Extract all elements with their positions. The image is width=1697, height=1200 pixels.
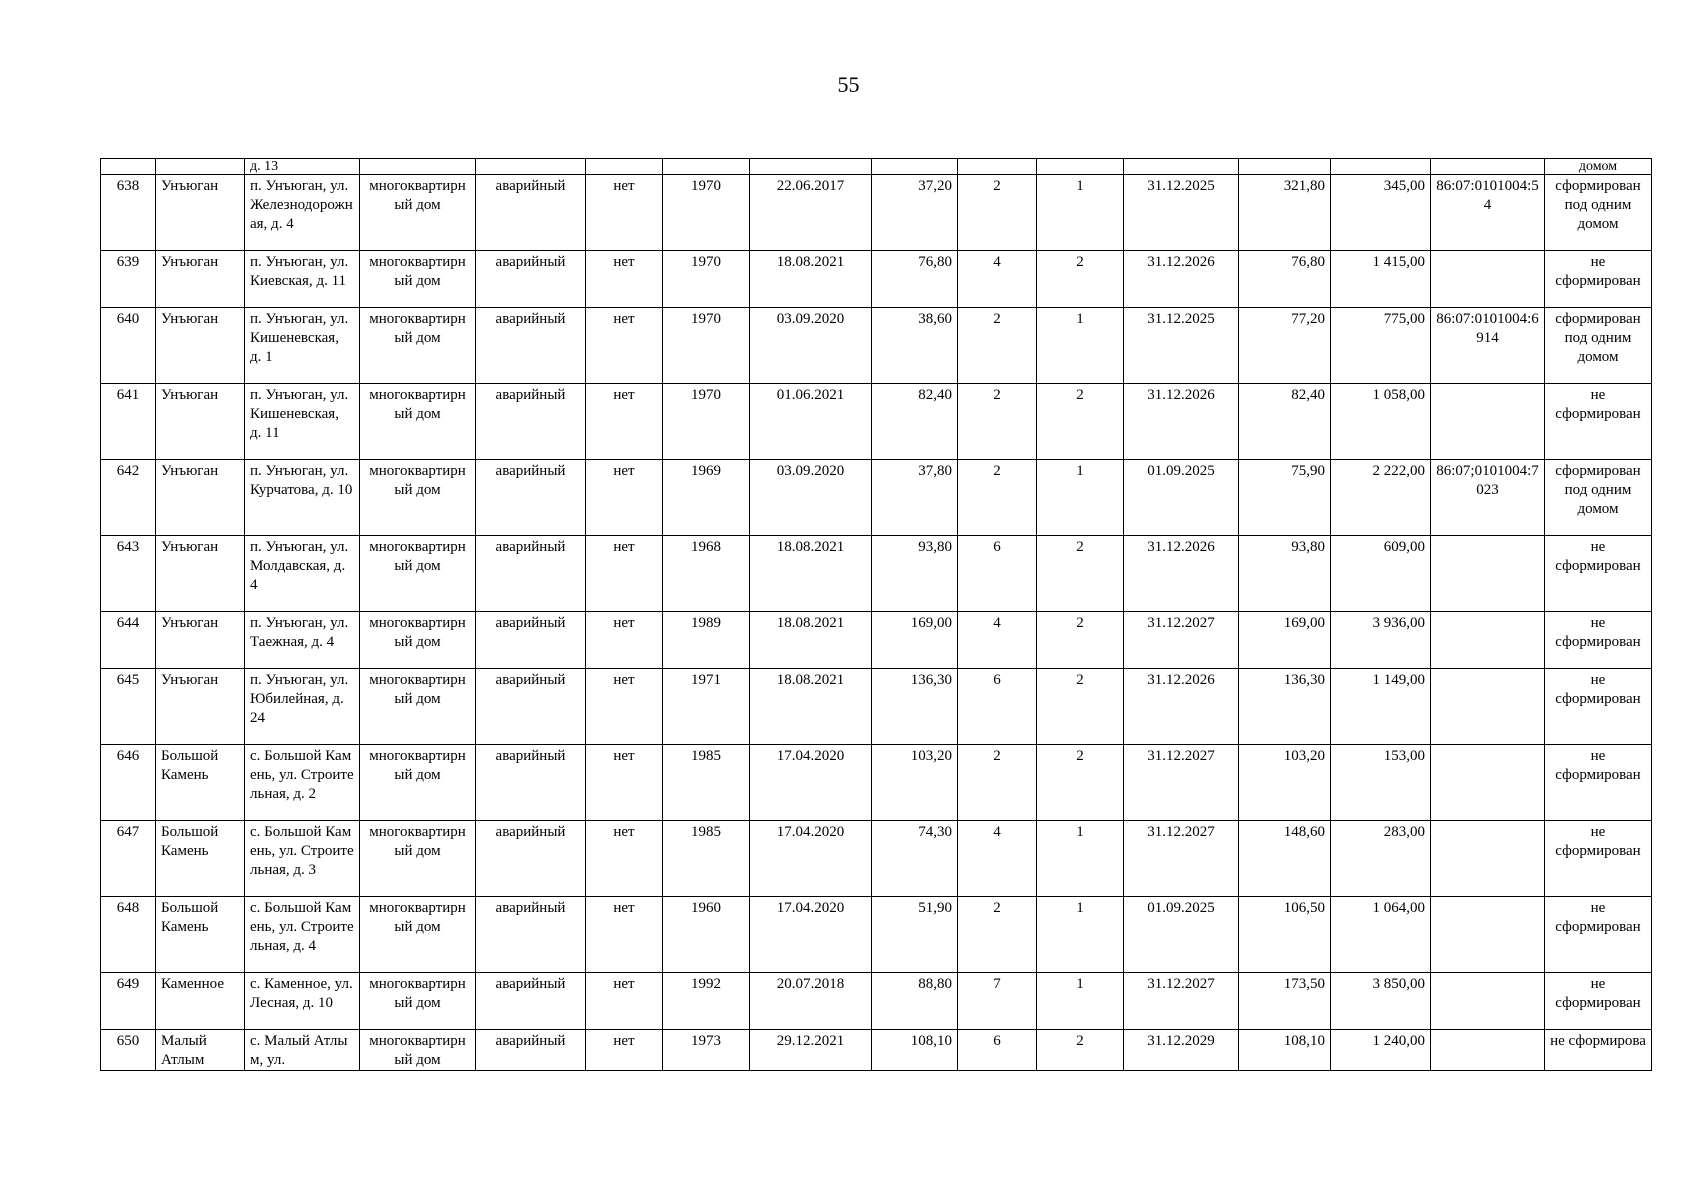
table-row [101, 308, 1652, 384]
flag-cell: нет [586, 251, 663, 308]
area-cell: 108,10 [872, 1030, 958, 1071]
address-cell: с. Каменное, ул. Лесная, д. 10 [245, 973, 360, 1030]
units-cell: 1 [1037, 175, 1124, 251]
table-row [101, 1030, 1652, 1071]
building-type-cell: многоквартирный дом [360, 821, 476, 897]
settlement-cell: Унъюган [156, 460, 245, 536]
decision-date-cell: 29.12.2021 [750, 1030, 872, 1071]
cadastral-number-cell [1431, 1030, 1545, 1071]
condition-cell: аварийный [476, 745, 586, 821]
build-year-cell: 1973 [663, 1030, 750, 1071]
building-type-cell: многоквартирный дом [360, 973, 476, 1030]
row-number-cell: 646 [101, 745, 156, 821]
area-cell: 74,30 [872, 821, 958, 897]
build-year-cell: 1985 [663, 745, 750, 821]
cadastral-number-cell [1431, 745, 1545, 821]
address-cell: п. Унъюган, ул. Курчатова, д. 10 [245, 460, 360, 536]
total-area-cell: 93,80 [1239, 536, 1331, 612]
build-year-cell: 1969 [663, 460, 750, 536]
units-cell: 1 [1037, 460, 1124, 536]
area-cell: 136,30 [872, 669, 958, 745]
decision-date-cell: 03.09.2020 [750, 460, 872, 536]
cadastral-number-cell [1431, 612, 1545, 669]
deadline-cell: 31.12.2026 [1124, 669, 1239, 745]
cadastral-number-cell: 86:07;0101004:7023 [1431, 460, 1545, 536]
units-cell: 2 [1037, 745, 1124, 821]
flag-cell: нет [586, 669, 663, 745]
deadline-cell: 31.12.2026 [1124, 536, 1239, 612]
settlement-cell: Унъюган [156, 308, 245, 384]
build-year-cell: 1970 [663, 308, 750, 384]
address-cell: д. 13 [245, 159, 360, 175]
land-status-cell: не сформирован [1545, 821, 1652, 897]
building-type-cell: многоквартирный дом [360, 251, 476, 308]
flag-cell: нет [586, 612, 663, 669]
cadastral-number-cell [1431, 536, 1545, 612]
area-cell: 51,90 [872, 897, 958, 973]
page-number: 55 [837, 72, 860, 97]
units-cell: 2 [1037, 251, 1124, 308]
land-status-cell: не сформирован [1545, 536, 1652, 612]
build-year-cell: 1985 [663, 821, 750, 897]
land-status-cell: не сформирован [1545, 384, 1652, 460]
table-row [101, 897, 1652, 973]
decision-date-cell: 17.04.2020 [750, 897, 872, 973]
condition-cell: аварийный [476, 612, 586, 669]
row-number-cell: 643 [101, 536, 156, 612]
housing-register-table [100, 158, 1652, 1071]
row-number-cell: 638 [101, 175, 156, 251]
total-area-cell: 169,00 [1239, 612, 1331, 669]
condition-cell: аварийный [476, 973, 586, 1030]
condition-cell: аварийный [476, 460, 586, 536]
condition-cell: аварийный [476, 175, 586, 251]
flag-cell: нет [586, 821, 663, 897]
table-row-continuation [101, 159, 1652, 175]
deadline-cell: 31.12.2027 [1124, 973, 1239, 1030]
land-status-cell: не сформирован [1545, 612, 1652, 669]
decision-date-cell: 22.06.2017 [750, 175, 872, 251]
land-status-cell: сформирован под одним домом [1545, 308, 1652, 384]
deadline-cell: 01.09.2025 [1124, 460, 1239, 536]
row-number-cell: 642 [101, 460, 156, 536]
build-year-cell: 1970 [663, 384, 750, 460]
land-area-cell: 775,00 [1331, 308, 1431, 384]
residents-cell: 4 [958, 251, 1037, 308]
residents-cell: 6 [958, 536, 1037, 612]
units-cell: 1 [1037, 973, 1124, 1030]
deadline-cell: 31.12.2027 [1124, 612, 1239, 669]
row-number-cell: 645 [101, 669, 156, 745]
land-area-cell: 345,00 [1331, 175, 1431, 251]
decision-date-cell: 18.08.2021 [750, 536, 872, 612]
cadastral-number-cell [1431, 973, 1545, 1030]
address-cell: с. Большой Камень, ул. Строительная, д. 2 [245, 745, 360, 821]
residents-cell: 2 [958, 308, 1037, 384]
row-number-cell: 640 [101, 308, 156, 384]
land-status-cell: не сформирован [1545, 669, 1652, 745]
units-cell: 2 [1037, 612, 1124, 669]
residents-cell: 2 [958, 384, 1037, 460]
total-area-cell: 75,90 [1239, 460, 1331, 536]
address-cell: с. Большой Камень, ул. Строительная, д. 4 [245, 897, 360, 973]
area-cell: 38,60 [872, 308, 958, 384]
row-number-cell: 644 [101, 612, 156, 669]
address-cell: п. Унъюган, ул. Кишеневская, д. 11 [245, 384, 360, 460]
build-year-cell: 1992 [663, 973, 750, 1030]
area-cell: 37,20 [872, 175, 958, 251]
row-number-cell: 647 [101, 821, 156, 897]
flag-cell: нет [586, 745, 663, 821]
decision-date-cell: 03.09.2020 [750, 308, 872, 384]
row-number-cell: 641 [101, 384, 156, 460]
land-area-cell: 1 058,00 [1331, 384, 1431, 460]
land-area-cell: 1 149,00 [1331, 669, 1431, 745]
cadastral-number-cell: 86:07:0101004:6914 [1431, 308, 1545, 384]
cadastral-number-cell [1431, 251, 1545, 308]
building-type-cell: многоквартирный дом [360, 384, 476, 460]
table-row [101, 536, 1652, 612]
deadline-cell: 31.12.2027 [1124, 745, 1239, 821]
area-cell: 103,20 [872, 745, 958, 821]
total-area-cell: 108,10 [1239, 1030, 1331, 1071]
land-status-cell: не сформирован [1545, 745, 1652, 821]
settlement-cell: Унъюган [156, 175, 245, 251]
land-status-cell: не сформирован [1545, 251, 1652, 308]
decision-date-cell: 17.04.2020 [750, 821, 872, 897]
residents-cell: 4 [958, 612, 1037, 669]
deadline-cell: 31.12.2026 [1124, 384, 1239, 460]
land-area-cell: 1 415,00 [1331, 251, 1431, 308]
flag-cell: нет [586, 1030, 663, 1071]
land-area-cell: 2 222,00 [1331, 460, 1431, 536]
deadline-cell: 31.12.2025 [1124, 175, 1239, 251]
condition-cell: аварийный [476, 669, 586, 745]
decision-date-cell: 18.08.2021 [750, 669, 872, 745]
address-cell: с. Большой Камень, ул. Строительная, д. 3 [245, 821, 360, 897]
address-cell: с. Малый Атлым, ул. [245, 1030, 360, 1071]
building-type-cell: многоквартирный дом [360, 1030, 476, 1071]
total-area-cell: 148,60 [1239, 821, 1331, 897]
flag-cell: нет [586, 897, 663, 973]
settlement-cell: Унъюган [156, 251, 245, 308]
deadline-cell: 31.12.2027 [1124, 821, 1239, 897]
condition-cell: аварийный [476, 384, 586, 460]
land-status-cell: не сформирован [1545, 897, 1652, 973]
build-year-cell: 1960 [663, 897, 750, 973]
total-area-cell: 173,50 [1239, 973, 1331, 1030]
total-area-cell: 82,40 [1239, 384, 1331, 460]
settlement-cell: Унъюган [156, 384, 245, 460]
units-cell: 2 [1037, 1030, 1124, 1071]
units-cell: 1 [1037, 308, 1124, 384]
area-cell: 76,80 [872, 251, 958, 308]
deadline-cell: 01.09.2025 [1124, 897, 1239, 973]
build-year-cell: 1970 [663, 251, 750, 308]
condition-cell: аварийный [476, 251, 586, 308]
build-year-cell: 1971 [663, 669, 750, 745]
settlement-cell: Большой Камень [156, 745, 245, 821]
build-year-cell: 1989 [663, 612, 750, 669]
condition-cell: аварийный [476, 1030, 586, 1071]
cadastral-number-cell [1431, 384, 1545, 460]
build-year-cell: 1970 [663, 175, 750, 251]
table-row [101, 384, 1652, 460]
land-status-cell: сформирован под одним домом [1545, 175, 1652, 251]
row-number-cell: 650 [101, 1030, 156, 1071]
residents-cell: 6 [958, 1030, 1037, 1071]
building-type-cell: многоквартирный дом [360, 175, 476, 251]
area-cell: 93,80 [872, 536, 958, 612]
decision-date-cell: 17.04.2020 [750, 745, 872, 821]
area-cell: 82,40 [872, 384, 958, 460]
settlement-cell: Унъюган [156, 536, 245, 612]
deadline-cell: 31.12.2026 [1124, 251, 1239, 308]
address-cell: п. Унъюган, ул. Молдавская, д. 4 [245, 536, 360, 612]
building-type-cell: многоквартирный дом [360, 308, 476, 384]
land-area-cell: 153,00 [1331, 745, 1431, 821]
land-area-cell: 3 936,00 [1331, 612, 1431, 669]
residents-cell: 2 [958, 745, 1037, 821]
units-cell: 2 [1037, 536, 1124, 612]
land-status-cell: не сформирова [1545, 1030, 1652, 1071]
total-area-cell: 321,80 [1239, 175, 1331, 251]
area-cell: 169,00 [872, 612, 958, 669]
deadline-cell: 31.12.2029 [1124, 1030, 1239, 1071]
deadline-cell: 31.12.2025 [1124, 308, 1239, 384]
flag-cell: нет [586, 384, 663, 460]
residents-cell: 2 [958, 460, 1037, 536]
cadastral-number-cell [1431, 897, 1545, 973]
condition-cell: аварийный [476, 821, 586, 897]
residents-cell: 7 [958, 973, 1037, 1030]
residents-cell: 6 [958, 669, 1037, 745]
row-number-cell: 639 [101, 251, 156, 308]
total-area-cell: 106,50 [1239, 897, 1331, 973]
residents-cell: 2 [958, 897, 1037, 973]
decision-date-cell: 18.08.2021 [750, 251, 872, 308]
flag-cell: нет [586, 973, 663, 1030]
total-area-cell: 136,30 [1239, 669, 1331, 745]
building-type-cell: многоквартирный дом [360, 669, 476, 745]
area-cell: 88,80 [872, 973, 958, 1030]
land-area-cell: 1 064,00 [1331, 897, 1431, 973]
units-cell: 1 [1037, 821, 1124, 897]
decision-date-cell: 20.07.2018 [750, 973, 872, 1030]
condition-cell: аварийный [476, 897, 586, 973]
building-type-cell: многоквартирный дом [360, 897, 476, 973]
total-area-cell: 76,80 [1239, 251, 1331, 308]
table-row [101, 821, 1652, 897]
flag-cell: нет [586, 175, 663, 251]
cadastral-number-cell [1431, 669, 1545, 745]
condition-cell: аварийный [476, 308, 586, 384]
address-cell: п. Унъюган, ул. Киевская, д. 11 [245, 251, 360, 308]
settlement-cell: Большой Камень [156, 897, 245, 973]
total-area-cell: 103,20 [1239, 745, 1331, 821]
condition-cell: аварийный [476, 536, 586, 612]
settlement-cell: Большой Камень [156, 821, 245, 897]
land-area-cell: 283,00 [1331, 821, 1431, 897]
cadastral-number-cell: 86:07:0101004:54 [1431, 175, 1545, 251]
table-row [101, 612, 1652, 669]
row-number-cell: 649 [101, 973, 156, 1030]
building-type-cell: многоквартирный дом [360, 536, 476, 612]
units-cell: 2 [1037, 669, 1124, 745]
address-cell: п. Унъюган, ул. Железнодорожная, д. 4 [245, 175, 360, 251]
land-area-cell: 609,00 [1331, 536, 1431, 612]
table-row [101, 460, 1652, 536]
units-cell: 2 [1037, 384, 1124, 460]
flag-cell: нет [586, 460, 663, 536]
table-row [101, 669, 1652, 745]
table-row [101, 251, 1652, 308]
settlement-cell: Унъюган [156, 612, 245, 669]
cadastral-number-cell [1431, 821, 1545, 897]
settlement-cell: Унъюган [156, 669, 245, 745]
settlement-cell: Малый Атлым [156, 1030, 245, 1071]
address-cell: п. Унъюган, ул. Таежная, д. 4 [245, 612, 360, 669]
decision-date-cell: 18.08.2021 [750, 612, 872, 669]
building-type-cell: многоквартирный дом [360, 612, 476, 669]
units-cell: 1 [1037, 897, 1124, 973]
flag-cell: нет [586, 308, 663, 384]
residents-cell: 2 [958, 175, 1037, 251]
building-type-cell: многоквартирный дом [360, 460, 476, 536]
area-cell: 37,80 [872, 460, 958, 536]
table-row [101, 973, 1652, 1030]
building-type-cell: многоквартирный дом [360, 745, 476, 821]
table-row [101, 745, 1652, 821]
decision-date-cell: 01.06.2021 [750, 384, 872, 460]
settlement-cell: Каменное [156, 973, 245, 1030]
land-area-cell: 1 240,00 [1331, 1030, 1431, 1071]
land-status-cell: домом [1545, 159, 1652, 175]
table-row [101, 175, 1652, 251]
land-area-cell: 3 850,00 [1331, 973, 1431, 1030]
build-year-cell: 1968 [663, 536, 750, 612]
address-cell: п. Унъюган, ул. Кишеневская, д. 1 [245, 308, 360, 384]
address-cell: п. Унъюган, ул. Юбилейная, д. 24 [245, 669, 360, 745]
residents-cell: 4 [958, 821, 1037, 897]
row-number-cell: 648 [101, 897, 156, 973]
flag-cell: нет [586, 536, 663, 612]
land-status-cell: не сформирован [1545, 973, 1652, 1030]
land-status-cell: сформирован под одним домом [1545, 460, 1652, 536]
total-area-cell: 77,20 [1239, 308, 1331, 384]
